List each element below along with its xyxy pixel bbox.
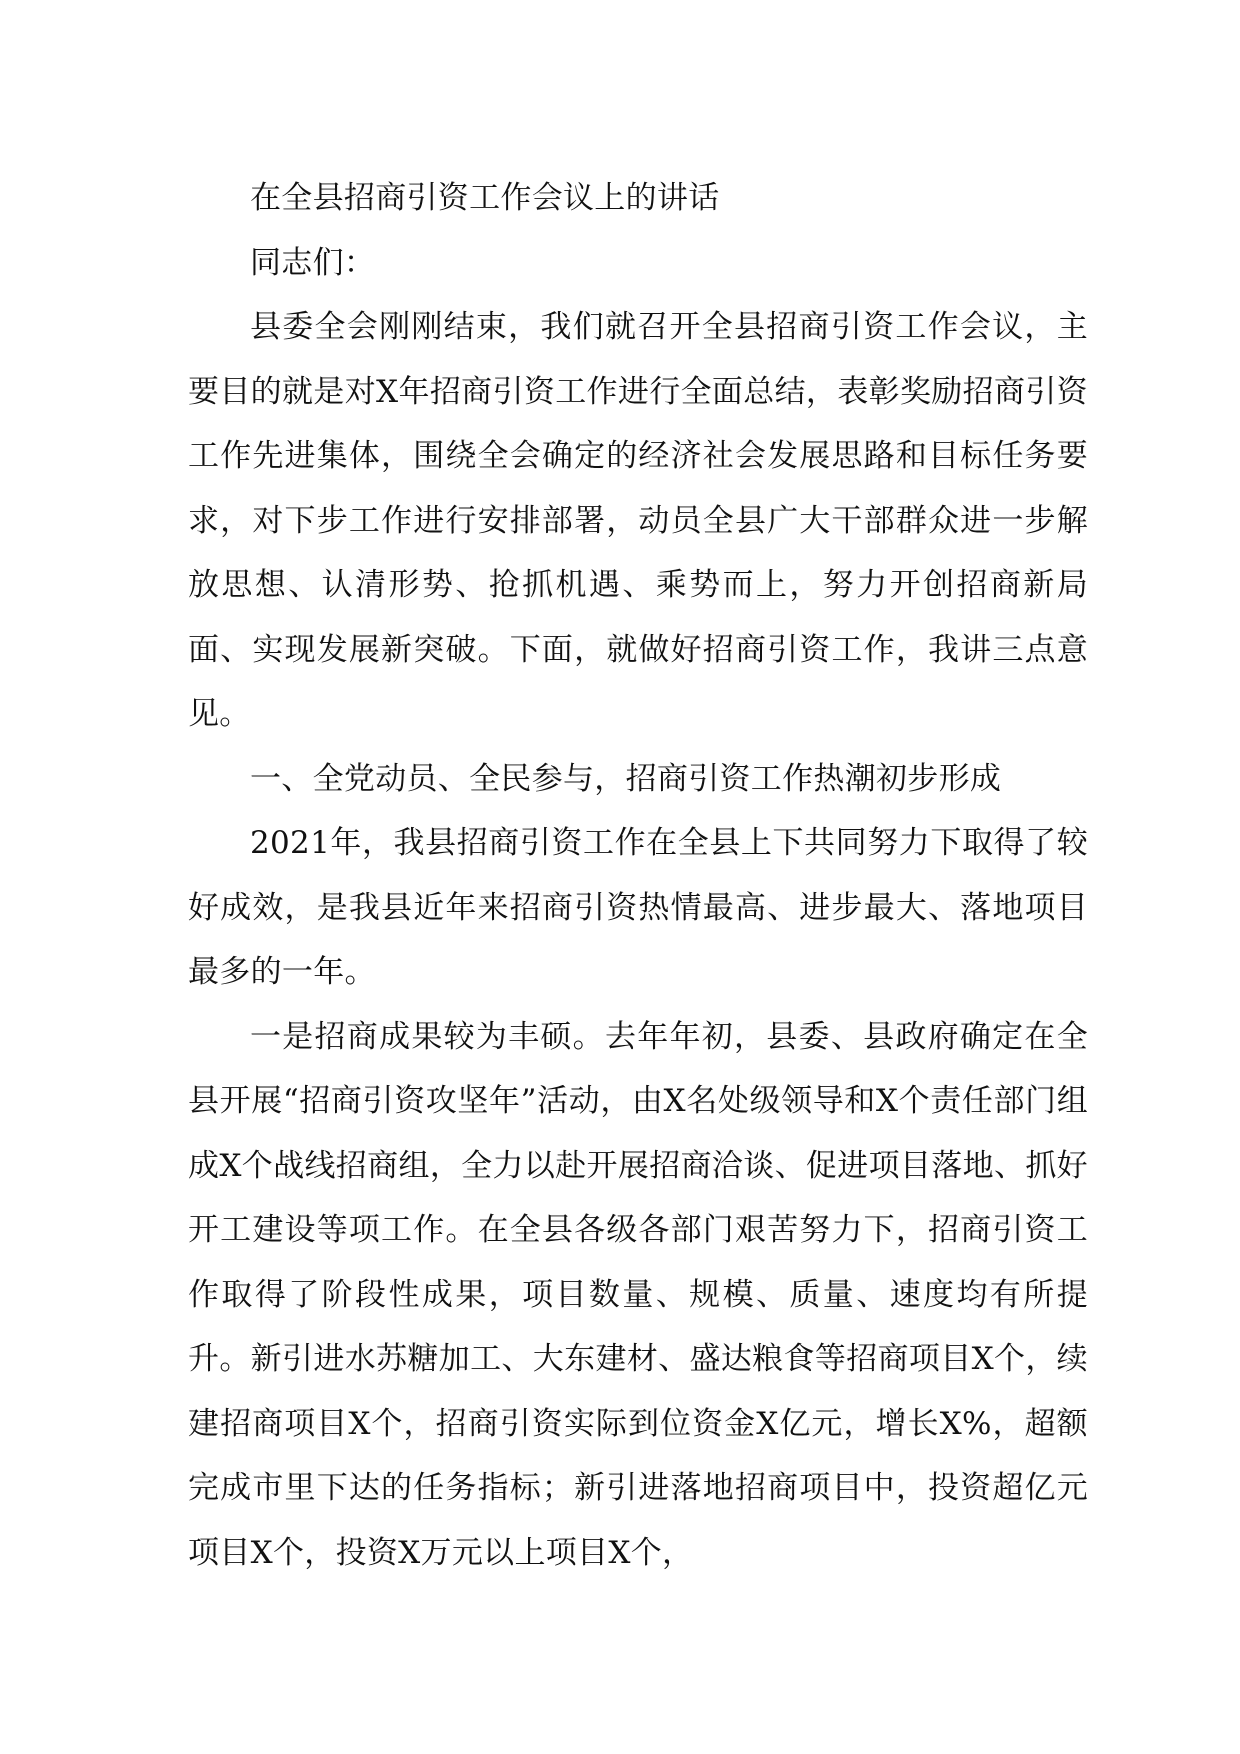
paragraph-achievements: 一是招商成果较为丰硕。去年年初，县委、县政府确定在全县开展“招商引资攻坚年”活动，由X名处级领导和X个责任部门组成X个战线招商组，全力以赴开展招商洽谈、促进项目落地、抓好开工建设等项工作。在全县各级各部门艰苦努力下，招商引资工作取得了阶段性成果，项目数量、规模、质量、速度均有所提升。新引进水苏糖加工、大东建材、盛达粮食等招商项目X个，续建招商项目X个，招商引资实际到位资金X亿元，增长X%，超额完成市里下达的任务指标；新引进落地招商项目中，投资超亿元项目X个，投资X万元以上项目X个，	[188, 1018, 1088, 1571]
document-body	[188, 166, 1088, 1585]
paragraph-2021-summary: 2021年，我县招商引资工作在全县上下共同努力下取得了较好成效，是我县近年来招商引资热情最高、进步最大、落地项目最多的一年。	[188, 825, 1088, 990]
paragraph-intro: 县委全会刚刚结束，我们就召开全县招商引资工作会议，主要目的就是对X年招商引资工作进行全面总结，表彰奖励招商引资工作先进集体，围绕全会确定的经济社会发展思路和目标任务要求，对下步工作进行安排部署，动员全县广大干部群众进一步解放思想、认清形势、抢抓机遇、乘势而上，努力开创招商新局面、实现发展新突破。下面，就做好招商引资工作，我讲三点意见。	[188, 309, 1088, 732]
document-title: 在全县招商引资工作会议上的讲话	[250, 180, 720, 216]
salutation: 同志们：	[250, 244, 376, 281]
section-heading-1: 一、全党动员、全民参与，招商引资工作热潮初步形成	[250, 760, 1002, 797]
